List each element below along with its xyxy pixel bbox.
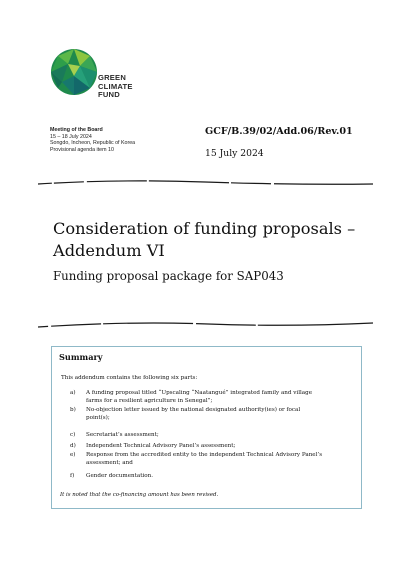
meeting-location: Songdo, Incheon, Republic of Korea: [50, 140, 136, 147]
document-code: GCF/B.39/02/Add.06/Rev.01: [205, 126, 353, 137]
logo-line2: CLIMATE: [98, 81, 133, 91]
summary-heading: Summary: [59, 352, 103, 362]
meeting-info: [50, 127, 135, 153]
list-item-letter: c): [70, 432, 76, 438]
page-title: [53, 218, 373, 262]
meeting-heading: Meeting of the Board: [50, 127, 103, 133]
wavy-divider-top: [38, 178, 373, 190]
meeting-dates: 15 – 18 July 2024: [50, 133, 92, 140]
list-item-text: [86, 451, 340, 467]
list-item-text-line2: farms for a resilient agriculture in Senegal”;: [86, 398, 213, 405]
title-line1: Consideration of funding proposals –: [53, 219, 356, 238]
wavy-divider-bottom: [38, 319, 373, 331]
agenda-item: Provisional agenda item 10: [50, 146, 114, 153]
summary-intro: This addendum contains the following six parts:: [61, 375, 198, 381]
list-item-text-line1: A funding proposal titled “Upscaling “Naatangué” integrated family and village: [86, 390, 313, 396]
page-subtitle: Funding proposal package for SAP043: [53, 269, 284, 283]
logo-wordmark: [98, 74, 133, 100]
list-item-letter: f): [70, 473, 75, 479]
document-date: 15 July 2024: [205, 148, 264, 159]
summary-note: It is noted that the co-financing amount has been revised.: [60, 492, 219, 498]
list-item-text-line2: assessment; and: [86, 460, 133, 467]
list-item-text: Gender documentation.: [86, 473, 153, 479]
logo-line1: GREEN: [98, 73, 127, 82]
list-item-text: [86, 389, 340, 405]
list-item-text: Secretariat’s assessment;: [86, 432, 159, 438]
title-line2: Addendum VI: [53, 241, 165, 260]
list-item-letter: e): [70, 452, 76, 458]
green-climate-fund-logo: [50, 48, 98, 96]
logo-line3: FUND: [98, 90, 120, 100]
list-item-letter: d): [70, 443, 76, 449]
summary-box: [51, 346, 362, 509]
list-item-text-line1: Response from the accredited entity to the independent Technical Advisory Panel’s: [86, 452, 323, 458]
list-item-text-line2: point(s);: [86, 415, 110, 422]
list-item-letter: b): [70, 407, 76, 413]
list-item-text-line1: No-objection letter issued by the national designated authority(ies) or focal: [86, 407, 301, 413]
list-item-text: Independent Technical Advisory Panel’s assessment;: [86, 443, 236, 449]
list-item-letter: a): [70, 390, 76, 396]
list-item-text: [86, 406, 340, 422]
